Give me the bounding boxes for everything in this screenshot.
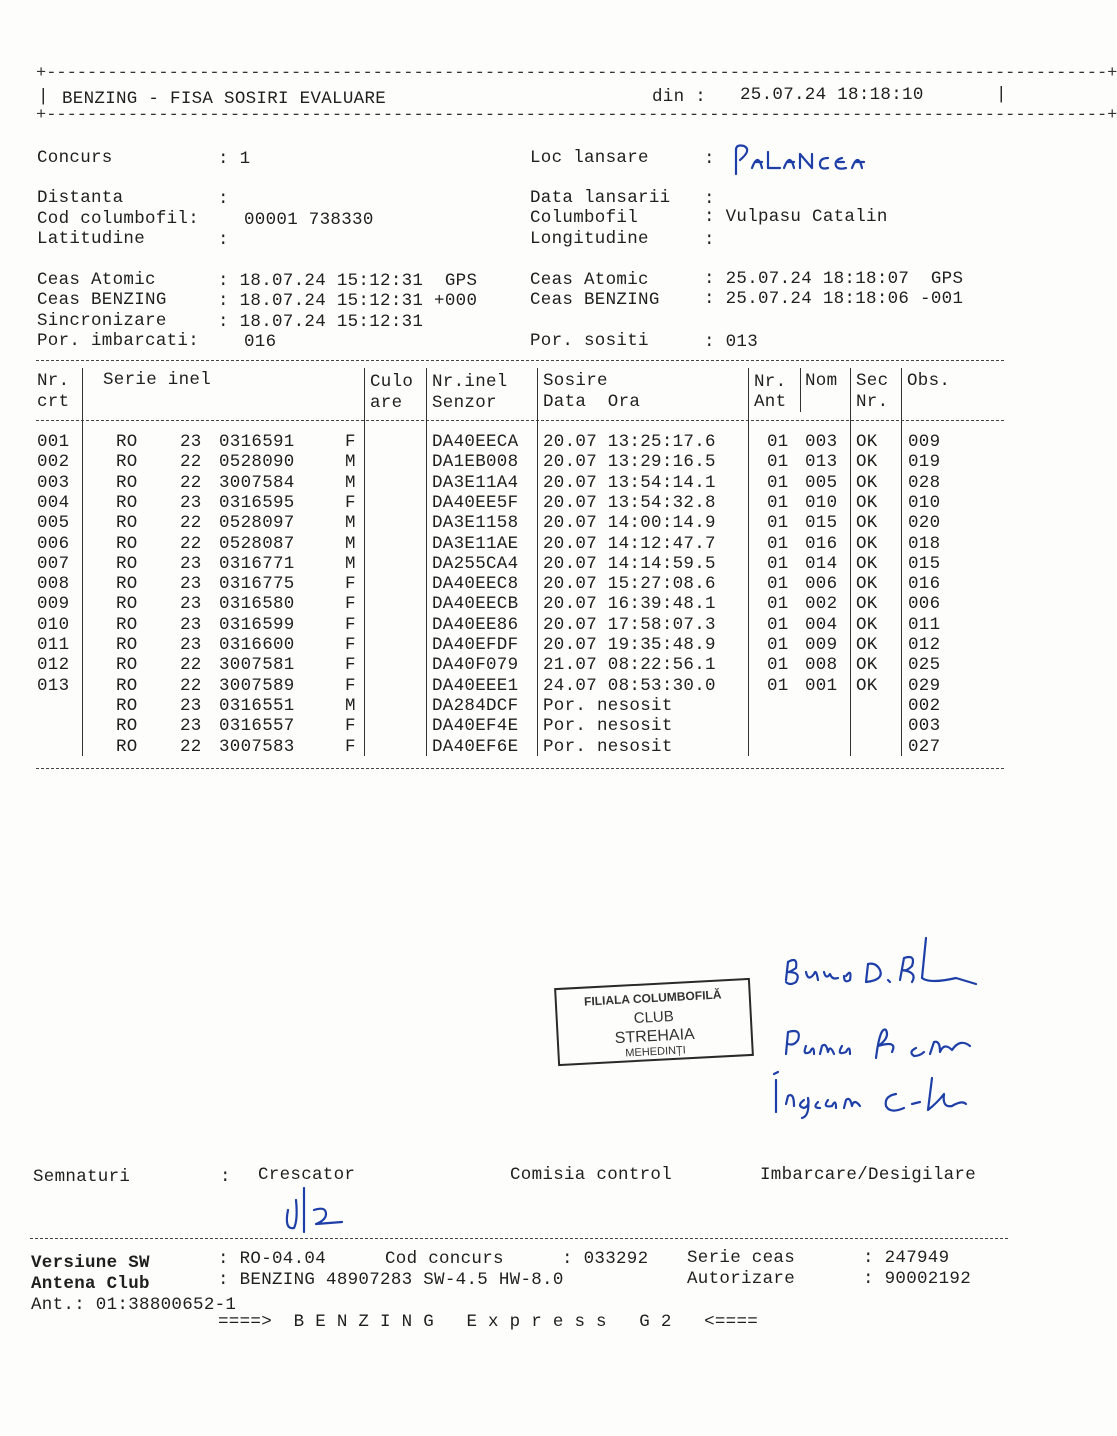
- antena-label: Antena Club: [31, 1274, 150, 1294]
- cell-sex: M: [345, 533, 356, 554]
- cell-sec: OK: [856, 513, 878, 534]
- cell-year: 22: [180, 533, 202, 554]
- cell-obs: 003: [908, 716, 941, 737]
- table-bottom-border: [36, 768, 1004, 769]
- cell-year: 23: [180, 695, 202, 716]
- th-nr-ant: Nr.: [754, 372, 787, 392]
- cell-sec: OK: [856, 594, 878, 615]
- cell-country: RO: [116, 574, 138, 595]
- th-serie-inel: Serie inel: [103, 370, 212, 390]
- cell-country: RO: [116, 695, 138, 716]
- cell-year: 23: [180, 553, 202, 574]
- longitudine-label: Longitudine: [530, 229, 649, 249]
- cell-sex: F: [345, 574, 356, 595]
- cell-year: 23: [180, 635, 202, 655]
- ant-label: Ant.: 01:38800652-1: [31, 1295, 237, 1315]
- cell-year: 22: [180, 452, 202, 473]
- cell-ring-number: 3007584: [219, 472, 295, 493]
- cell-ring-number: 3007581: [219, 655, 295, 676]
- cell-sosire: 20.07 14:12:47.7: [543, 533, 716, 554]
- imbarcati-value: 016: [244, 332, 277, 352]
- cell-country: RO: [116, 492, 138, 513]
- cell-sec: OK: [856, 452, 878, 473]
- cell-sex: M: [345, 553, 356, 574]
- th-sec-nr: Nr.: [856, 392, 889, 412]
- cell-sec: OK: [856, 432, 878, 452]
- cell-senzor: DA40EF6E: [432, 736, 519, 757]
- cell-obs: 018: [908, 533, 941, 554]
- distanta-value: :: [218, 189, 229, 209]
- cell-nom: 009: [805, 635, 838, 655]
- cell-nom: 008: [805, 655, 838, 676]
- cell-ant: 01: [767, 614, 789, 635]
- cell-sosire: 20.07 16:39:48.1: [543, 594, 716, 615]
- cell-senzor: DA3E11A4: [432, 472, 519, 493]
- cell-nr: 003: [37, 472, 70, 493]
- cell-country: RO: [116, 513, 138, 534]
- table-row: [0, 432, 1024, 452]
- cell-nr: 013: [37, 675, 70, 696]
- latitudine-label: Latitudine: [37, 229, 146, 249]
- ceas-benzing-end-label: Ceas BENZING: [530, 290, 660, 310]
- cell-ant: 01: [767, 574, 789, 595]
- cell-ant: 01: [767, 432, 789, 452]
- cell-ring-number: 0316599: [219, 614, 295, 635]
- cell-nom: 003: [805, 432, 838, 452]
- th-are: are: [370, 393, 403, 413]
- cell-year: 23: [180, 574, 202, 595]
- handwritten-loc-lansare: [728, 140, 878, 180]
- data-lansarii-label: Data lansarii: [530, 188, 671, 208]
- cell-senzor: DA40EEE1: [432, 675, 519, 696]
- col-sep-6: [800, 368, 801, 412]
- cell-sosire: 21.07 08:22:56.1: [543, 655, 716, 676]
- ceas-atomic-start-value: : 18.07.24 15:12:31 GPS: [218, 271, 478, 291]
- cell-country: RO: [116, 736, 138, 757]
- cod-columbofil-label: Cod columbofil:: [37, 209, 200, 229]
- cell-nr: 005: [37, 513, 70, 534]
- table-row: [0, 737, 1024, 757]
- table-row: [0, 513, 1024, 533]
- cell-country: RO: [116, 635, 138, 655]
- table-row: [0, 655, 1024, 675]
- cell-sex: F: [345, 635, 356, 655]
- cell-ant: 01: [767, 492, 789, 513]
- cell-ant: 01: [767, 553, 789, 574]
- cell-obs: 011: [908, 614, 941, 635]
- report-title: BENZING - FISA SOSIRI EVALUARE: [62, 89, 387, 109]
- cell-nom: 006: [805, 574, 838, 595]
- cell-nr: 011: [37, 635, 70, 655]
- cell-ant: 01: [767, 533, 789, 554]
- cell-sosire: 20.07 15:27:08.6: [543, 574, 716, 595]
- table-row: [0, 452, 1024, 472]
- table-row: [0, 635, 1024, 655]
- cell-senzor: DA40EE86: [432, 614, 519, 635]
- semnaturi-label: Semnaturi: [33, 1167, 131, 1187]
- cell-nom: 010: [805, 492, 838, 513]
- ceas-benzing-end-value: : 25.07.24 18:18:06 -001: [704, 289, 964, 309]
- cell-sex: F: [345, 432, 356, 452]
- cell-country: RO: [116, 472, 138, 493]
- cell-year: 22: [180, 513, 202, 534]
- stamp-line-1: FILIALA COLUMBOFILĂ: [583, 987, 722, 1009]
- table-row: [0, 615, 1024, 635]
- cell-sosire: 20.07 13:29:16.5: [543, 452, 716, 473]
- th-ant: Ant: [754, 392, 787, 412]
- cell-sosire: Por. nesosit: [543, 736, 673, 757]
- serie-ceas-label: Serie ceas: [687, 1248, 796, 1268]
- th-culo: Culo: [370, 372, 414, 392]
- cell-sec: OK: [856, 614, 878, 635]
- cell-ring-number: 3007589: [219, 675, 295, 696]
- antena-value: : BENZING 48907283 SW-4.5 HW-8.0: [218, 1270, 564, 1290]
- serie-ceas-value: : 247949: [863, 1248, 950, 1268]
- cell-ring-number: 3007583: [219, 736, 295, 757]
- concurs-value: : 1: [218, 149, 251, 169]
- cod-concurs-value: : 033292: [562, 1249, 649, 1269]
- cell-nom: 002: [805, 594, 838, 615]
- distanta-label: Distanta: [37, 188, 124, 208]
- cell-nr: 007: [37, 553, 70, 574]
- cell-obs: 006: [908, 594, 941, 615]
- header-top-border: +--------------------------------------------------------------------------------------------------------+: [36, 64, 1117, 83]
- cod-concurs-label: Cod concurs: [385, 1249, 504, 1269]
- cell-ant: 01: [767, 675, 789, 696]
- cell-sosire: 20.07 13:54:14.1: [543, 472, 716, 493]
- cell-nom: 005: [805, 472, 838, 493]
- cell-country: RO: [116, 614, 138, 635]
- cell-sosire: 24.07 08:53:30.0: [543, 675, 716, 696]
- sositi-value: : 013: [704, 332, 759, 352]
- signature-commission-3: [766, 1060, 996, 1120]
- stamp-line-4: MEHEDINȚI: [625, 1044, 687, 1060]
- cell-sec: OK: [856, 472, 878, 493]
- cell-nr: 010: [37, 614, 70, 635]
- ceas-benzing-start-value: : 18.07.24 15:12:31 +000: [218, 291, 478, 311]
- header-bottom-border: +--------------------------------------------------------------------------------------------------------+: [36, 106, 1117, 125]
- cell-ant: 01: [767, 635, 789, 655]
- cell-country: RO: [116, 675, 138, 696]
- cell-nr: 002: [37, 452, 70, 473]
- columbofil-value: : Vulpasu Catalin: [704, 207, 888, 227]
- cell-senzor: DA1EB008: [432, 452, 519, 473]
- cell-country: RO: [116, 553, 138, 574]
- club-stamp: [554, 978, 754, 1066]
- th-obs: Obs.: [907, 371, 951, 391]
- table-row: [0, 696, 1024, 716]
- ceas-atomic-start-label: Ceas Atomic: [37, 270, 156, 290]
- table-row: [0, 493, 1024, 513]
- th-sosire: Sosire: [543, 371, 608, 391]
- th-nr-inel: Nr.inel: [432, 372, 508, 392]
- cell-year: 23: [180, 432, 202, 452]
- header-right-bar: |: [996, 85, 1007, 105]
- cell-sec: OK: [856, 492, 878, 513]
- benzing-express-banner: ====> B E N Z I N G E x p r e s s G 2 <====: [218, 1312, 759, 1332]
- ceas-atomic-end-value: : 25.07.24 18:18:07 GPS: [704, 269, 964, 289]
- cell-year: 22: [180, 736, 202, 757]
- table-row: [0, 534, 1024, 554]
- cell-sex: M: [345, 472, 356, 493]
- cell-obs: 027: [908, 736, 941, 757]
- cell-country: RO: [116, 594, 138, 615]
- cell-country: RO: [116, 452, 138, 473]
- cell-sec: OK: [856, 574, 878, 595]
- loc-lansare-label: Loc lansare: [530, 148, 649, 168]
- cell-nr: 008: [37, 574, 70, 595]
- cell-obs: 015: [908, 553, 941, 574]
- cell-obs: 020: [908, 513, 941, 534]
- cell-year: 22: [180, 675, 202, 696]
- cell-ring-number: 0316551: [219, 695, 295, 716]
- cell-sosire: Por. nesosit: [543, 716, 673, 737]
- cell-ant: 01: [767, 513, 789, 534]
- cell-sec: OK: [856, 675, 878, 696]
- cell-country: RO: [116, 716, 138, 737]
- cell-obs: 010: [908, 492, 941, 513]
- cell-sosire: 20.07 13:25:17.6: [543, 432, 716, 452]
- table-row: [0, 716, 1024, 736]
- cell-nom: 004: [805, 614, 838, 635]
- cell-sosire: 20.07 17:58:07.3: [543, 614, 716, 635]
- table-header-separator: [36, 420, 1004, 421]
- signature-imbarcare-label: Imbarcare/Desigilare: [760, 1165, 977, 1185]
- cell-senzor: DA3E1158: [432, 513, 519, 534]
- cell-year: 23: [180, 614, 202, 635]
- semnaturi-colon: :: [220, 1167, 231, 1187]
- loc-lansare-colon: :: [704, 149, 715, 169]
- cell-ring-number: 0316775: [219, 574, 295, 595]
- ceas-atomic-end-label: Ceas Atomic: [530, 270, 649, 290]
- signature-crescator-label: Crescator: [258, 1165, 356, 1185]
- stamp-line-2: CLUB: [633, 1007, 675, 1028]
- cell-obs: 025: [908, 655, 941, 676]
- cell-ring-number: 0316595: [219, 492, 295, 513]
- cell-senzor: DA40EF4E: [432, 716, 519, 737]
- table-row: [0, 594, 1024, 614]
- cell-sex: M: [345, 452, 356, 473]
- cod-columbofil-value: 00001 738330: [244, 210, 374, 230]
- longitudine-value: :: [704, 230, 715, 250]
- ceas-benzing-start-label: Ceas BENZING: [37, 290, 167, 310]
- cell-sex: F: [345, 594, 356, 615]
- sincronizare-label: Sincronizare: [37, 311, 167, 331]
- signature-commission-1: [776, 928, 996, 998]
- autorizare-label: Autorizare: [687, 1269, 796, 1289]
- cell-nom: 015: [805, 513, 838, 534]
- cell-senzor: DA40EECB: [432, 594, 519, 615]
- table-row: [0, 574, 1024, 594]
- th-senzor: Senzor: [432, 393, 497, 413]
- cell-year: 22: [180, 655, 202, 676]
- cell-senzor: DA255CA4: [432, 553, 519, 574]
- footer-separator: [30, 1238, 1008, 1239]
- cell-obs: 019: [908, 452, 941, 473]
- cell-year: 22: [180, 472, 202, 493]
- report-date-label: din :: [652, 87, 707, 107]
- versiune-value: : RO-04.04: [218, 1249, 327, 1269]
- table-top-border: [36, 360, 1004, 361]
- cell-sec: OK: [856, 655, 878, 676]
- cell-sex: F: [345, 655, 356, 676]
- cell-sec: OK: [856, 635, 878, 655]
- signature-comisia-label: Comisia control: [510, 1165, 673, 1185]
- cell-nr: 004: [37, 492, 70, 513]
- cell-sosire: 20.07 13:54:32.8: [543, 492, 716, 513]
- cell-ring-number: 0316600: [219, 635, 295, 655]
- cell-year: 23: [180, 492, 202, 513]
- table-row: [0, 676, 1024, 696]
- cell-senzor: DA40EE5F: [432, 492, 519, 513]
- th-data-ora: Data Ora: [543, 392, 641, 412]
- cell-obs: 028: [908, 472, 941, 493]
- cell-senzor: DA284DCF: [432, 695, 519, 716]
- cell-sosire: Por. nesosit: [543, 695, 673, 716]
- cell-ant: 01: [767, 594, 789, 615]
- cell-sex: F: [345, 716, 356, 737]
- cell-sex: F: [345, 492, 356, 513]
- th-nr: Nr.: [37, 371, 70, 391]
- cell-sex: F: [345, 614, 356, 635]
- cell-sex: M: [345, 513, 356, 534]
- stamp-line-3: STREHAIA: [614, 1025, 696, 1048]
- cell-nom: 013: [805, 452, 838, 473]
- imbarcati-label: Por. imbarcati:: [37, 331, 200, 351]
- cell-nr: 009: [37, 594, 70, 615]
- cell-senzor: DA3E11AE: [432, 533, 519, 554]
- cell-ant: 01: [767, 655, 789, 676]
- cell-sosire: 20.07 14:00:14.9: [543, 513, 716, 534]
- cell-ant: 01: [767, 452, 789, 473]
- sositi-label: Por. sositi: [530, 331, 649, 351]
- cell-sosire: 20.07 19:35:48.9: [543, 635, 716, 655]
- data-lansarii-value: :: [704, 189, 715, 209]
- cell-ring-number: 0316591: [219, 432, 295, 452]
- cell-sec: OK: [856, 533, 878, 554]
- report-date-value: 25.07.24 18:18:10: [740, 85, 924, 105]
- cell-obs: 016: [908, 574, 941, 595]
- cell-sex: M: [345, 695, 356, 716]
- th-sec: Sec: [856, 371, 889, 391]
- table-row: [0, 554, 1024, 574]
- header-left-bar: |: [38, 87, 49, 107]
- cell-senzor: DA40F079: [432, 655, 519, 676]
- cell-sex: F: [345, 736, 356, 757]
- cell-obs: 012: [908, 635, 941, 655]
- th-crt: crt: [37, 392, 70, 412]
- cell-obs: 009: [908, 432, 941, 452]
- concurs-label: Concurs: [37, 148, 113, 168]
- cell-senzor: DA40EEC8: [432, 574, 519, 595]
- columbofil-label: Columbofil: [530, 208, 639, 228]
- sincronizare-value: : 18.07.24 15:12:31: [218, 312, 424, 332]
- cell-ring-number: 0316771: [219, 553, 295, 574]
- cell-ring-number: 0528097: [219, 513, 295, 534]
- th-nom: Nom: [805, 371, 838, 391]
- autorizare-value: : 90002192: [863, 1269, 972, 1289]
- cell-obs: 029: [908, 675, 941, 696]
- cell-nr: 001: [37, 432, 70, 452]
- cell-nom: 014: [805, 553, 838, 574]
- cell-year: 23: [180, 594, 202, 615]
- cell-nom: 001: [805, 675, 838, 696]
- signature-crescator: [274, 1180, 384, 1240]
- cell-sec: OK: [856, 553, 878, 574]
- cell-ring-number: 0528087: [219, 533, 295, 554]
- table-row: [0, 473, 1024, 493]
- cell-nom: 016: [805, 533, 838, 554]
- cell-senzor: DA40EFDF: [432, 635, 519, 655]
- cell-country: RO: [116, 432, 138, 452]
- cell-sosire: 20.07 14:14:59.5: [543, 553, 716, 574]
- cell-country: RO: [116, 655, 138, 676]
- cell-obs: 002: [908, 695, 941, 716]
- cell-ring-number: 0316580: [219, 594, 295, 615]
- cell-ring-number: 0528090: [219, 452, 295, 473]
- cell-senzor: DA40EECA: [432, 432, 519, 452]
- cell-ring-number: 0316557: [219, 716, 295, 737]
- cell-year: 23: [180, 716, 202, 737]
- cell-sex: F: [345, 675, 356, 696]
- latitudine-value: :: [218, 230, 229, 250]
- versiune-label: Versiune SW: [31, 1253, 150, 1273]
- cell-nr: 006: [37, 533, 70, 554]
- cell-country: RO: [116, 533, 138, 554]
- cell-nr: 012: [37, 655, 70, 676]
- cell-ant: 01: [767, 472, 789, 493]
